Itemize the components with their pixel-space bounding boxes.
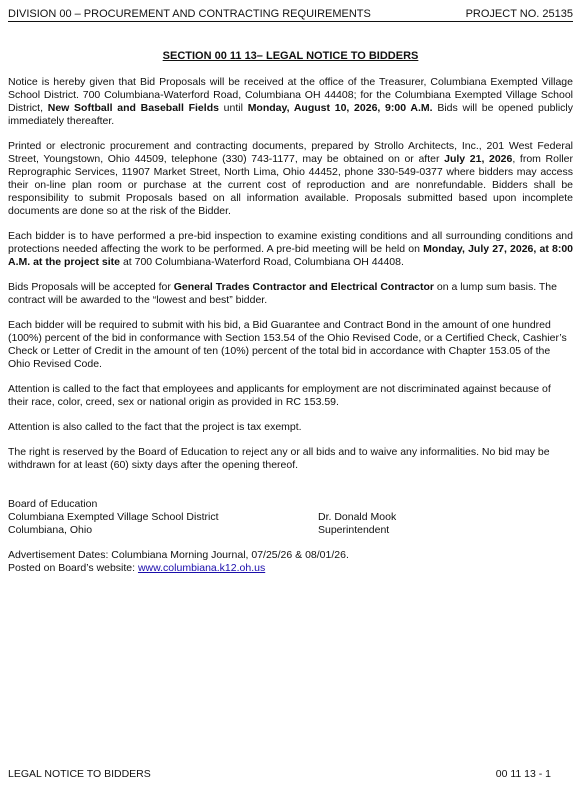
- contract-types: General Trades Contractor and Electrical Contractor: [173, 281, 434, 293]
- paragraph-nondiscrimination: Attention is called to the fact that employees and applicants for employment are not discriminated against because of their race, color, creed, sex or national origin as provided in RC 153.59.: [8, 383, 551, 408]
- website-line: [8, 562, 573, 575]
- website-label: Posted on Board’s website:: [8, 562, 138, 574]
- p2-text-a: Printed or electronic procurement and contracting documents, prepared by Strollo Architects, Inc., 201 West Federal Street, Youngstown, Ohio 44509, telephone (330) 743-1177, may be obtained on or after: [8, 140, 573, 165]
- header-division: DIVISION 00 – PROCUREMENT AND CONTRACTING REQUIREMENTS: [8, 8, 371, 20]
- signature-block: [8, 498, 573, 537]
- superintendent-name: Dr. Donald Mook: [318, 511, 397, 523]
- p1-text-c: until: [218, 102, 248, 114]
- paragraph-reservation: The right is reserved by the Board of Education to reject any or all bids and to waive any informalities. No bid may be withdrawn for at least (60) sixty days after the opening thereof.: [8, 446, 550, 471]
- header-project-number: PROJECT NO. 25135: [465, 8, 573, 20]
- footer-page-number: 00 11 13 - 1: [495, 768, 551, 780]
- project-name: New Softball and Baseball Fields: [47, 102, 219, 114]
- p3-text-a: Each bidder is to have performed a pre-bid inspection to examine existing conditions and all surrounding conditions and protections needed affecting the work to be performed. A pre-bid meeting will be held on: [8, 230, 573, 255]
- district-location: Columbiana, Ohio: [8, 524, 93, 536]
- paragraph-prebid: [8, 230, 573, 269]
- page-footer: [8, 768, 551, 781]
- documents-available-date: July 21, 2026: [444, 153, 513, 165]
- p1-text-a: Notice is hereby given that Bid Proposals will be received at the office of the Treasurer, Columbiana Exempted Village School District. 700 Columbiana-Waterford Road, Columbiana OH 44408; for the Columbiana Exempted Village School District,: [8, 76, 573, 114]
- school-district-name: Columbiana Exempted Village School District: [8, 511, 219, 523]
- paragraph-contracts: [8, 281, 573, 307]
- paragraph-documents: [8, 140, 573, 218]
- p4-text-a: Bids Proposals will be accepted for: [8, 281, 174, 293]
- board-of-education: Board of Education: [8, 498, 98, 510]
- p4-text-c: on a lump sum basis. The contract will be awarded to the “lowest and best” bidder.: [8, 281, 557, 306]
- website-link[interactable]: www.columbiana.k12.oh.us: [137, 562, 266, 574]
- signature-organization: [8, 498, 318, 537]
- document-body: [8, 50, 573, 575]
- section-title: SECTION 00 11 13– LEGAL NOTICE TO BIDDERS: [162, 50, 419, 62]
- paragraph-bond: Each bidder will be required to submit with his bid, a Bid Guarantee and Contract Bond in the amount of one hundred (100%) percent of the bid in conformance with Section 153.54 of the Ohio Revised Code, or a Certified Check, Cashier’s Check or Letter of Credit in the amount of ten (10%) percent of the total bid in accordance with Chapter 153.05 of the Ohio Revised Code.: [8, 319, 567, 370]
- page-header: [8, 5, 573, 22]
- advertisement-info: [8, 549, 573, 575]
- paragraph-tax-exempt: Attention is also called to the fact that the project is tax exempt.: [8, 421, 302, 433]
- superintendent-title: Superintendent: [318, 524, 390, 536]
- p1-text-d: Bids will be opened publicly immediately thereafter.: [8, 102, 573, 127]
- signature-official: [318, 498, 573, 537]
- advertisement-dates: Advertisement Dates: Columbiana Morning Journal, 07/25/26 & 08/01/26.: [8, 549, 349, 561]
- paragraph-bid-notice: [8, 76, 573, 128]
- bid-deadline: Monday, August 10, 2026, 9:00 A.M.: [247, 102, 433, 114]
- prebid-meeting-date: Monday, July 27, 2026, at 8:00 A.M. at the project site: [8, 243, 573, 268]
- p2-text-c: , from Roller Reprographic Services, 11907 Market Street, North Lima, Ohio 44452, phone 330-549-0377 where bidders may access their on-line plan room or purchase at the current cost of reproduction and are nonrefundable. Bidders shall be responsibility to submit Proposals based on all information available. Proposals submitted based upon incomplete documents are done so at the risk of the Bidder.: [8, 153, 573, 217]
- footer-title: LEGAL NOTICE TO BIDDERS: [8, 768, 151, 780]
- p3-text-c: at 700 Columbiana-Waterford Road, Columbiana OH 44408.: [120, 256, 404, 268]
